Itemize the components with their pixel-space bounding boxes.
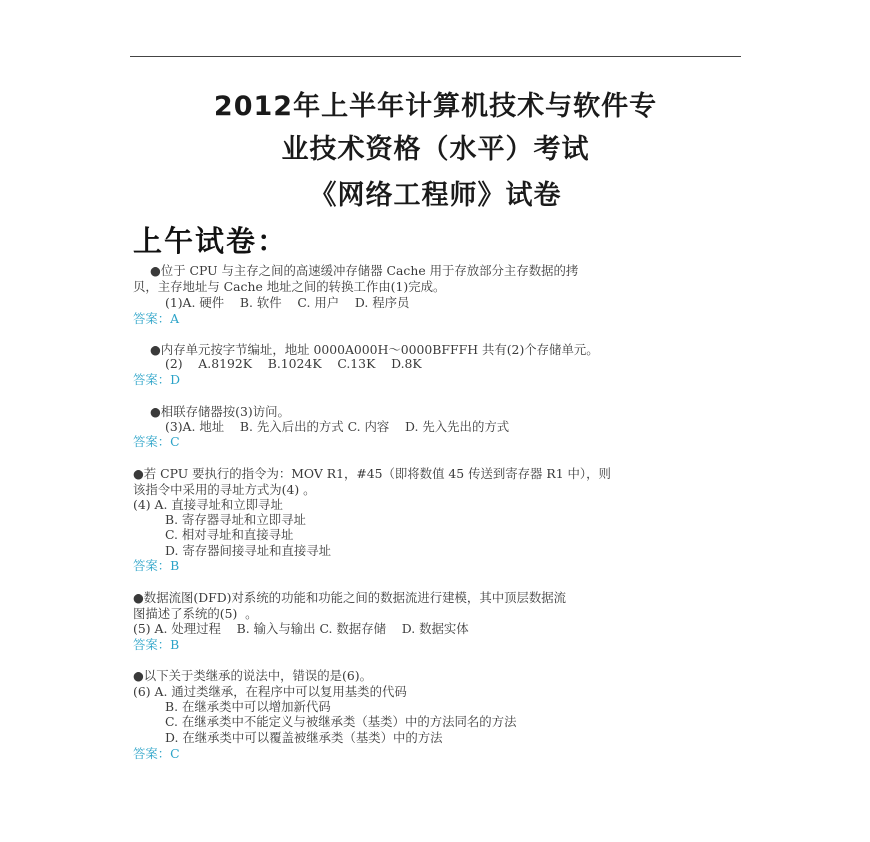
q5-text-line-2: 图描述了系统的(5) 。 [133,606,258,621]
q6-option-c: C. 在继承类中不能定义与被继承类（基类）中的方法同名的方法 [165,714,517,729]
q6-option-d: D. 在继承类中可以覆盖被继承类（基类）中的方法 [165,730,443,745]
section-heading: 上午试卷： [133,224,289,258]
q1-text-line-2: 贝，主存地址与 Cache 地址之间的转换工作由(1)完成。 [133,279,446,294]
q6-option-b: B. 在继承类中可以增加新代码 [165,699,331,714]
q4-text-line-1: ●若 CPU 要执行的指令为：MOV R1，#45（即将数值 45 传送到寄存器 R1 中），则 [133,466,611,481]
q4-option-d: D. 寄存器间接寻址和直接寻址 [165,543,332,558]
q1-options: (1)A. 硬件 B. 软件 C. 用户 D. 程序员 [165,295,410,310]
q6-text-line-1: ●以下关于类继承的说法中，错误的是(6)。 [133,668,373,683]
q1-answer: 答案：A [133,311,180,326]
title-line-3: 《网络工程师》试卷 [309,180,562,211]
q3-text-line-1: ●相联存储器按(3)访问。 [150,404,290,419]
q4-answer: 答案：B [133,558,180,573]
q4-option-b: B. 寄存器寻址和立即寻址 [165,512,306,527]
q4-option-c: C. 相对寻址和直接寻址 [165,527,294,542]
title-line-2: 业技术资格（水平）考试 [281,134,590,165]
header-rule [130,56,741,57]
title-line-1: 2012年上半年计算机技术与软件专 [213,91,658,122]
q3-answer: 答案：C [133,434,180,449]
q5-options: (5) A. 处理过程 B. 输入与输出 C. 数据存储 D. 数据实体 [133,621,469,636]
q1-text-line-1: ●位于 CPU 与主存之间的高速缓冲存储器 Cache 用于存放部分主存数据的拷 [150,263,579,278]
q6-option-a: (6) A. 通过类继承，在程序中可以复用基类的代码 [133,684,407,699]
q4-option-a: (4) A. 直接寻址和立即寻址 [133,497,283,512]
q3-options: (3)A. 地址 B. 先入后出的方式 C. 内容 D. 先入先出的方式 [165,419,510,434]
q6-answer: 答案：C [133,746,180,761]
q2-options: (2) A.8192K B.1024K C.13K D.8K [165,356,422,371]
q2-answer: 答案：D [133,372,181,387]
q2-text-line-1: ●内存单元按字节编址，地址 0000A000H～0000BFFFH 共有(2)个存储单元。 [150,342,599,357]
q5-answer: 答案：B [133,637,180,652]
q4-text-line-2: 该指令中采用的寻址方式为(4) 。 [133,482,316,497]
q5-text-line-1: ●数据流图(DFD)对系统的功能和功能之间的数据流进行建模，其中顶层数据流 [133,590,567,605]
